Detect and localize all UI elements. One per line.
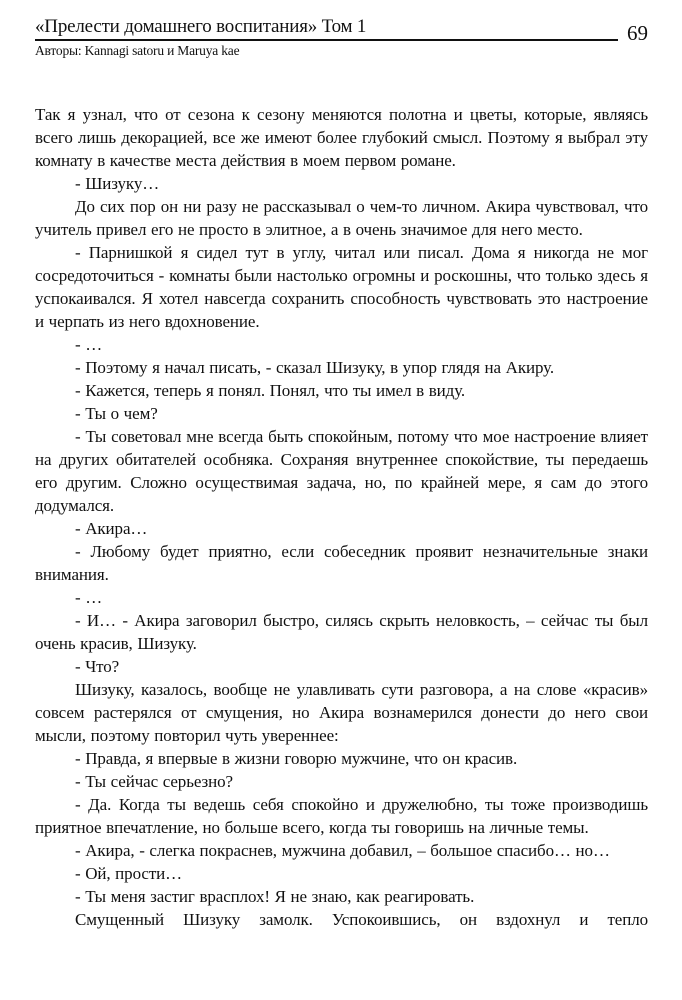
- paragraph: - И… - Акира заговорил быстро, силясь скрыть неловкость, – сейчас ты был очень красив, Шизуку.: [35, 611, 648, 653]
- paragraph: Шизуку, казалось, вообще не улавливать сути разговора, а на слове «красив» совсем растерялся от смущения, но Акира вознамерился донести до него свои мысли, поэтому повторил чуть увереннее:: [35, 680, 648, 745]
- paragraph: Так я узнал, что от сезона к сезону меняются полотна и цветы, которые, являясь всего лишь декорацией, все же имеют более глубокий смысл. Поэтому я выбрал эту комнату в качестве места действия в моем первом романе.: [35, 105, 648, 170]
- paragraph: Смущенный Шизуку замолк. Успокоившись, он вздохнул и тепло: [75, 910, 648, 929]
- paragraph: - Ты советовал мне всегда быть спокойным, потому что мое настроение влияет на других обитателей особняка. Сохраняя внутреннее спокойствие, ты передаешь его другим. Сложно осуществимая задача, но, по крайней мере, я сам до этого додумался.: [35, 427, 648, 515]
- page-header: [35, 16, 648, 45]
- paragraph: - Любому будет приятно, если собеседник проявит незначительные знаки внимания.: [35, 542, 648, 584]
- paragraph: До сих пор он ни разу не рассказывал о чем-то личном. Акира чувствовал, что учитель привел его не просто в элитное, а в очень значимое для него место.: [35, 197, 648, 239]
- paragraph: - Ты меня застиг врасплох! Я не знаю, как реагировать.: [75, 887, 475, 906]
- paragraph: - …: [75, 335, 103, 354]
- page-number: 69: [627, 21, 648, 45]
- book-title: «Прелести домашнего воспитания» Том 1: [35, 16, 367, 37]
- paragraph: - Парнишкой я сидел тут в углу, читал или писал. Дома я никогда не мог сосредоточиться - комнаты были настолько огромны и роскошны, что только здесь я успокаивался. Я хотел навсегда сохранить способность чувствовать это настроение и черпать из него вдохновение.: [35, 243, 648, 331]
- paragraph: - Шизуку…: [75, 174, 160, 193]
- paragraph: - Поэтому я начал писать, - сказал Шизуку, в упор глядя на Акиру.: [75, 358, 555, 377]
- body-text: [35, 103, 648, 931]
- paragraph: - Акира…: [75, 519, 148, 538]
- paragraph: - Ой, прости…: [75, 864, 183, 883]
- paragraph: - Акира, - слегка покраснев, мужчина добавил, – большое спасибо… но…: [75, 841, 610, 860]
- paragraph: - Ты сейчас серьезно?: [75, 772, 233, 791]
- authors-line: Авторы: Kannagi satoru и Maruya kae: [35, 43, 240, 58]
- header-rule: [35, 16, 618, 41]
- paragraph: - Да. Когда ты ведешь себя спокойно и дружелюбно, ты тоже производишь приятное впечатление, но больше всего, когда ты говоришь на личные темы.: [35, 795, 648, 837]
- paragraph: - Правда, я впервые в жизни говорю мужчине, что он красив.: [75, 749, 518, 768]
- paragraph: - Что?: [75, 657, 120, 676]
- paragraph: - Кажется, теперь я понял. Понял, что ты имел в виду.: [75, 381, 466, 400]
- paragraph: - Ты о чем?: [75, 404, 158, 423]
- paragraph: - …: [75, 588, 103, 607]
